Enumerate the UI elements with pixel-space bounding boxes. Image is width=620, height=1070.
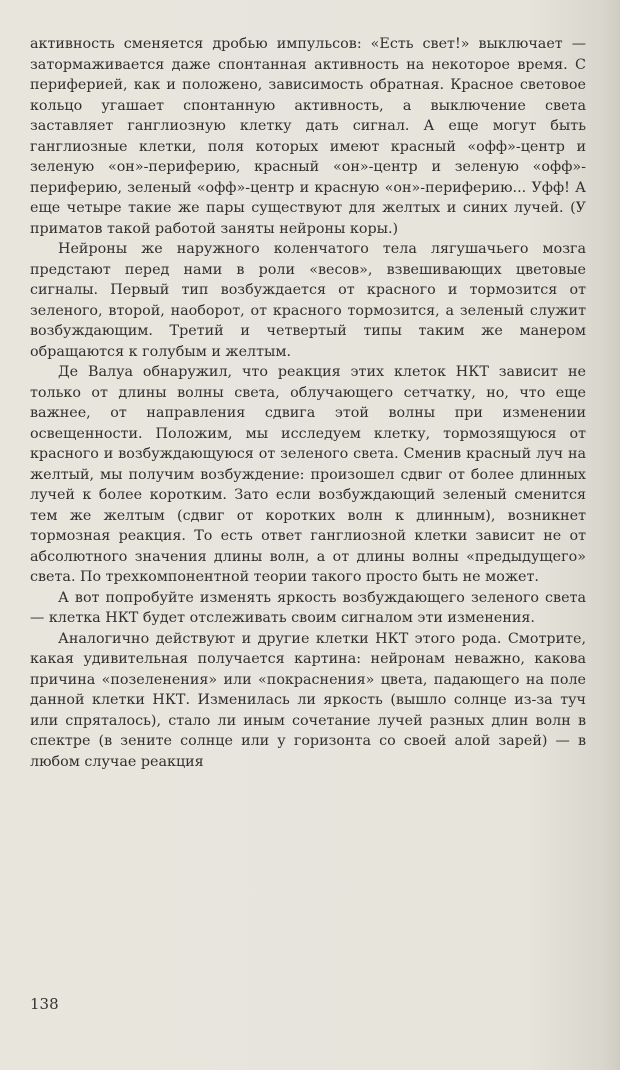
page-number: 138 bbox=[30, 995, 59, 1013]
paragraph-3: Де Валуа обнаружил, что реакция этих клеток НКТ зависит не только от длины волны света, облучающего сетчатку, но, что еще важнее, от направления сдвига этой волны при изменении освещенности. Положим, мы исследуем клетку, тормозящуюся от красного и возбуждающуюся от зеленого света. Сменив красный луч на желтый, мы получим возбуждение: произошел сдвиг от более длинных лучей к более коротким. Зато если возбуждающий зеленый сменится тем же желтым (сдвиг от коротких волн к длинным), возникнет тормозная реакция. То есть ответ ганглиозной клетки зависит не от абсолютного значения длины волн, а от длины волны «предыдущего» света. По трехкомпонентной теории такого просто быть не может. bbox=[30, 364, 586, 585]
paragraph-5: Аналогично действуют и другие клетки НКТ этого рода. Смотрите, какая удивительная получается картина: нейронам неважно, какова причина «позеленения» или «покраснения» цвета, падающего на поле данной клетки НКТ. Изменилась ли яркость (вышло солнце из-за туч или спряталось), стало ли иным сочетание лучей разных длин волн в спектре (в зените солнце или у горизонта со своей алой зарей) — в любом случае реакция bbox=[30, 630, 586, 770]
paragraph-2: Нейроны же наружного коленчатого тела лягушачьего мозга предстают перед нами в роли «весов», взвешивающих цветовые сигналы. Первый тип возбуждается от красного и тормозится от зеленого, второй, наоборот, от красного тормозится, а зеленый служит возбуждающим. Третий и четвертый типы таким же манером обращаются к голубым и желтым. bbox=[30, 241, 586, 360]
paragraph-4: А вот попробуйте изменять яркость возбуждающего зеленого света — клетка НКТ будет отслеживать своим сигналом эти изменения. bbox=[30, 589, 586, 626]
body-text bbox=[30, 34, 586, 772]
paragraph-1: активность сменяется дробью импульсов: «Есть свет!» выключает — затормаживается даже спонтанная активность на некоторое время. С периферией, как и положено, зависимость обратная. Красное световое кольцо угашает спонтанную активность, а выключение света заставляет ганглиозную клетку дать сигнал. А еще могут быть ганглиозные клетки, поля которых имеют красный «офф»-центр и зеленую «он»-периферию, красный «он»-центр и зеленую «офф»-периферию, зеленый «офф»-центр и красную «он»-периферию... Уфф! А еще четыре такие же пары существуют для желтых и синих лучей. (У приматов такой работой заняты нейроны коры.) bbox=[30, 36, 586, 237]
